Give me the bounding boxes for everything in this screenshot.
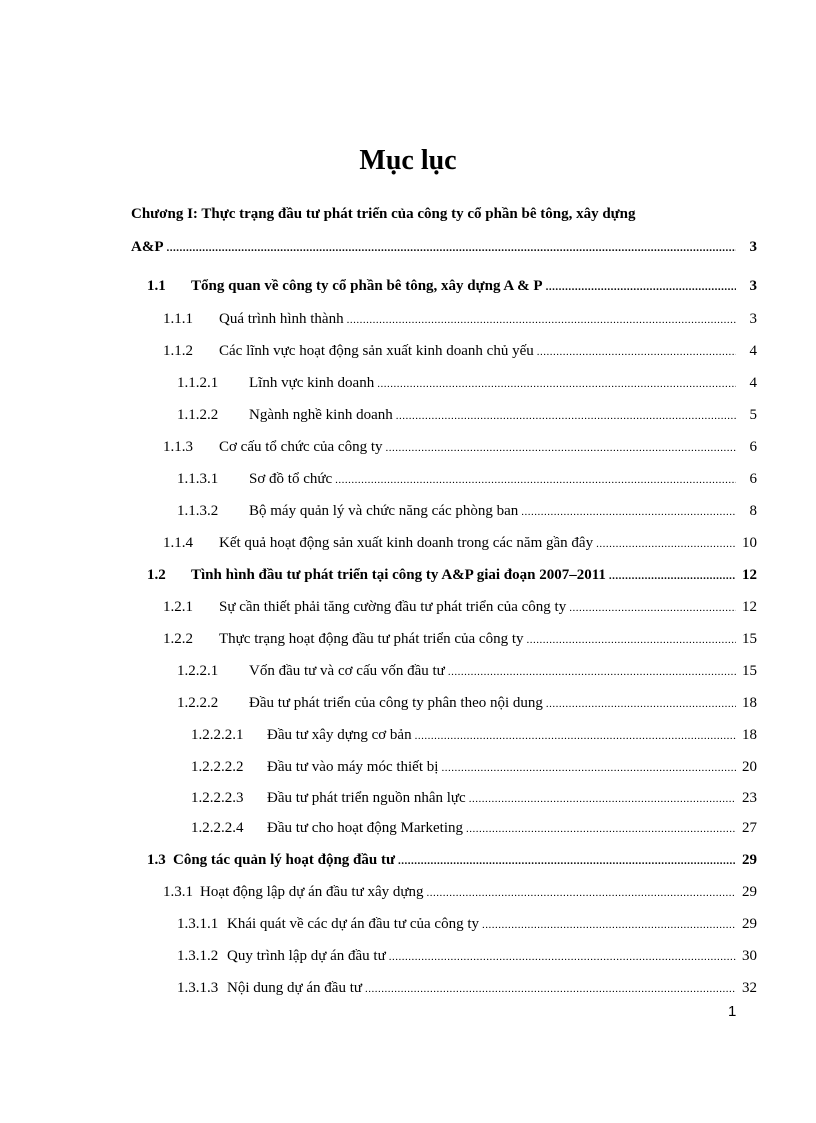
toc-title: Quá trình hình thành: [219, 311, 344, 327]
toc-leader: [427, 883, 736, 903]
toc-leader: [398, 851, 736, 871]
toc-number: 1.2.2.2.1: [191, 727, 244, 743]
toc-page: 32: [742, 980, 757, 996]
toc-number: 1.2.2.1: [177, 663, 219, 679]
toc-page: 5: [749, 407, 757, 423]
toc-leader: [596, 534, 736, 554]
toc-page: 20: [742, 759, 757, 775]
toc-title: Khái quát về các dự án đầu tư của công ty: [227, 916, 479, 932]
toc-page: 3: [749, 311, 757, 327]
toc-entry-1-1-3-2[interactable]: [177, 501, 757, 522]
toc-page: 12: [742, 599, 757, 615]
toc-page: 15: [742, 631, 757, 647]
toc-entry-1-1-3-1[interactable]: [177, 469, 757, 490]
toc-title: Sự cần thiết phải tăng cường đầu tư phát triển của công ty: [219, 599, 567, 615]
toc-entry-1-3-1-3[interactable]: [177, 978, 757, 999]
toc-number: 1.1.2: [163, 343, 193, 359]
toc-leader: [389, 947, 736, 967]
toc-entry-1-1-2-1[interactable]: [177, 373, 757, 394]
toc-leader: [365, 979, 736, 999]
toc-leader: [441, 758, 736, 778]
toc-leader: [377, 374, 736, 394]
toc-title: Công tác quản lý hoạt động đầu tư: [173, 852, 395, 868]
toc-page: 6: [749, 439, 757, 455]
toc-number: 1.2.2: [163, 631, 193, 647]
toc-chapter-line1[interactable]: Chương I: Thực trạng đầu tư phát triển của công ty cổ phần bê tông, xây dựng: [131, 206, 636, 222]
toc-title: Bộ máy quản lý và chức năng các phòng ban: [249, 503, 519, 519]
toc-title: Đầu tư cho hoạt động Marketing: [267, 820, 464, 836]
toc-entry-1-2-2-2-1[interactable]: [191, 725, 757, 746]
toc-number: 1.2.2.2.4: [191, 820, 244, 836]
page-number: 1: [728, 1003, 737, 1020]
toc-title: Hoạt động lập dự án đầu tư xây dựng: [200, 884, 424, 900]
toc-page: 30: [742, 948, 757, 964]
toc-page: 18: [742, 695, 757, 711]
toc-title: Đầu tư vào máy móc thiết bị: [267, 759, 439, 775]
toc-number: 1.3.1.1: [177, 916, 219, 932]
toc-entry-1-3-1-1[interactable]: [177, 914, 757, 935]
toc-title: Quy trình lập dự án đầu tư: [227, 948, 386, 964]
toc-entry-1-2-1[interactable]: [163, 597, 757, 618]
toc-number: 1.1.3: [163, 439, 193, 455]
toc-title: Tình hình đầu tư phát triển tại công ty A&P giai đoạn 2007–2011: [191, 567, 606, 583]
toc-page: 4: [749, 375, 757, 391]
toc-number: 1.2.1: [163, 599, 193, 615]
toc-title: Lĩnh vực kinh doanh: [249, 375, 375, 391]
toc-leader: [546, 277, 736, 297]
toc-leader: [527, 630, 736, 650]
toc-number: 1.1.2.2: [177, 407, 219, 423]
toc-entry-1-3-1-2[interactable]: [177, 946, 757, 967]
toc-title: Các lĩnh vực hoạt động sản xuất kinh doanh chủ yếu: [219, 343, 534, 359]
toc-entry-1-2-2-2[interactable]: [177, 693, 757, 714]
toc-page: 3: [749, 278, 757, 294]
toc-page: 29: [742, 884, 757, 900]
toc-page: 3: [749, 239, 757, 255]
toc-title: Vốn đầu tư và cơ cấu vốn đầu tư: [249, 663, 445, 679]
toc-title: Cơ cấu tổ chức của công ty: [219, 439, 383, 455]
toc-leader: [537, 342, 736, 362]
toc-page: 10: [742, 535, 757, 551]
toc-entry-1-2[interactable]: [147, 565, 757, 586]
toc-leader: [335, 470, 736, 490]
toc-number: 1.2.2.2: [177, 695, 219, 711]
toc-page: 23: [742, 790, 757, 806]
toc-entry-1-3[interactable]: [147, 850, 757, 871]
toc-leader: [415, 726, 736, 746]
toc-title: Tổng quan về công ty cổ phần bê tông, xây dựng A & P: [191, 278, 543, 294]
toc-entry-1-1-3[interactable]: [163, 437, 757, 458]
toc-leader: [396, 406, 736, 426]
toc-page: 8: [749, 503, 757, 519]
toc-leader: [609, 566, 736, 586]
toc-leader: [482, 915, 736, 935]
toc-number: 1.1: [147, 278, 166, 294]
toc-title: Kết quả hoạt động sản xuất kinh doanh trong các năm gần đây: [219, 535, 594, 551]
toc-entry-1-2-2[interactable]: [163, 629, 757, 650]
toc-leader: [386, 438, 736, 458]
toc-chapter-line2: A&P: [131, 239, 164, 255]
toc-entry-1-1[interactable]: [147, 276, 757, 297]
toc-leader: [521, 502, 736, 522]
toc-entry-1-1-2-2[interactable]: [177, 405, 757, 426]
toc-entry-1-2-2-2-3[interactable]: [191, 788, 757, 809]
toc-entry-1-3-1[interactable]: [163, 882, 757, 903]
toc-entry-1-1-4[interactable]: [163, 533, 757, 554]
toc-number: 1.1.1: [163, 311, 193, 327]
toc-page: 6: [749, 471, 757, 487]
toc-title: Ngành nghề kinh doanh: [249, 407, 393, 423]
toc-entry-1-1-2[interactable]: [163, 341, 757, 362]
toc-title: Đầu tư phát triển nguồn nhân lực: [267, 790, 466, 806]
toc-leader: [466, 819, 736, 839]
toc-leader: [469, 789, 736, 809]
toc-leader: [167, 238, 737, 258]
toc-number: 1.3: [147, 852, 166, 868]
toc-number: 1.1.2.1: [177, 375, 219, 391]
page-title: Mục lục: [359, 145, 457, 176]
toc-number: 1.3.1.3: [177, 980, 219, 996]
toc-number: 1.2.2.2.2: [191, 759, 244, 775]
toc-page: 29: [742, 852, 757, 868]
toc-number: 1.1.3.1: [177, 471, 219, 487]
toc-number: 1.2: [147, 567, 166, 583]
toc-entry-1-2-2-2-2[interactable]: [191, 757, 757, 778]
toc-entry-1-2-2-2-4[interactable]: [191, 818, 757, 839]
toc-page: 4: [749, 343, 757, 359]
toc-page: 27: [742, 820, 757, 836]
toc-leader: [546, 694, 736, 714]
toc-leader: [347, 310, 736, 330]
toc-title: Đầu tư xây dựng cơ bản: [267, 727, 412, 743]
toc-title: Nội dung dự án đầu tư: [227, 980, 362, 996]
toc-title: Đầu tư phát triển của công ty phân theo nội dung: [249, 695, 543, 711]
toc-page: 15: [742, 663, 757, 679]
toc-title: Sơ đồ tổ chức: [249, 471, 333, 487]
toc-number: 1.2.2.2.3: [191, 790, 244, 806]
toc-number: 1.3.1: [163, 884, 193, 900]
toc-leader: [448, 662, 736, 682]
toc-entry-1-1-1[interactable]: [163, 309, 757, 330]
toc-number: 1.1.4: [163, 535, 193, 551]
toc-number: 1.3.1.2: [177, 948, 219, 964]
toc-leader: [569, 598, 736, 618]
toc-entry-1-2-2-1[interactable]: [177, 661, 757, 682]
toc-page: 18: [742, 727, 757, 743]
toc-page: 12: [742, 567, 757, 583]
toc-page: 29: [742, 916, 757, 932]
toc-title: Thực trạng hoạt động đầu tư phát triển của công ty: [219, 631, 524, 647]
toc-number: 1.1.3.2: [177, 503, 219, 519]
toc-chapter[interactable]: [131, 237, 757, 258]
